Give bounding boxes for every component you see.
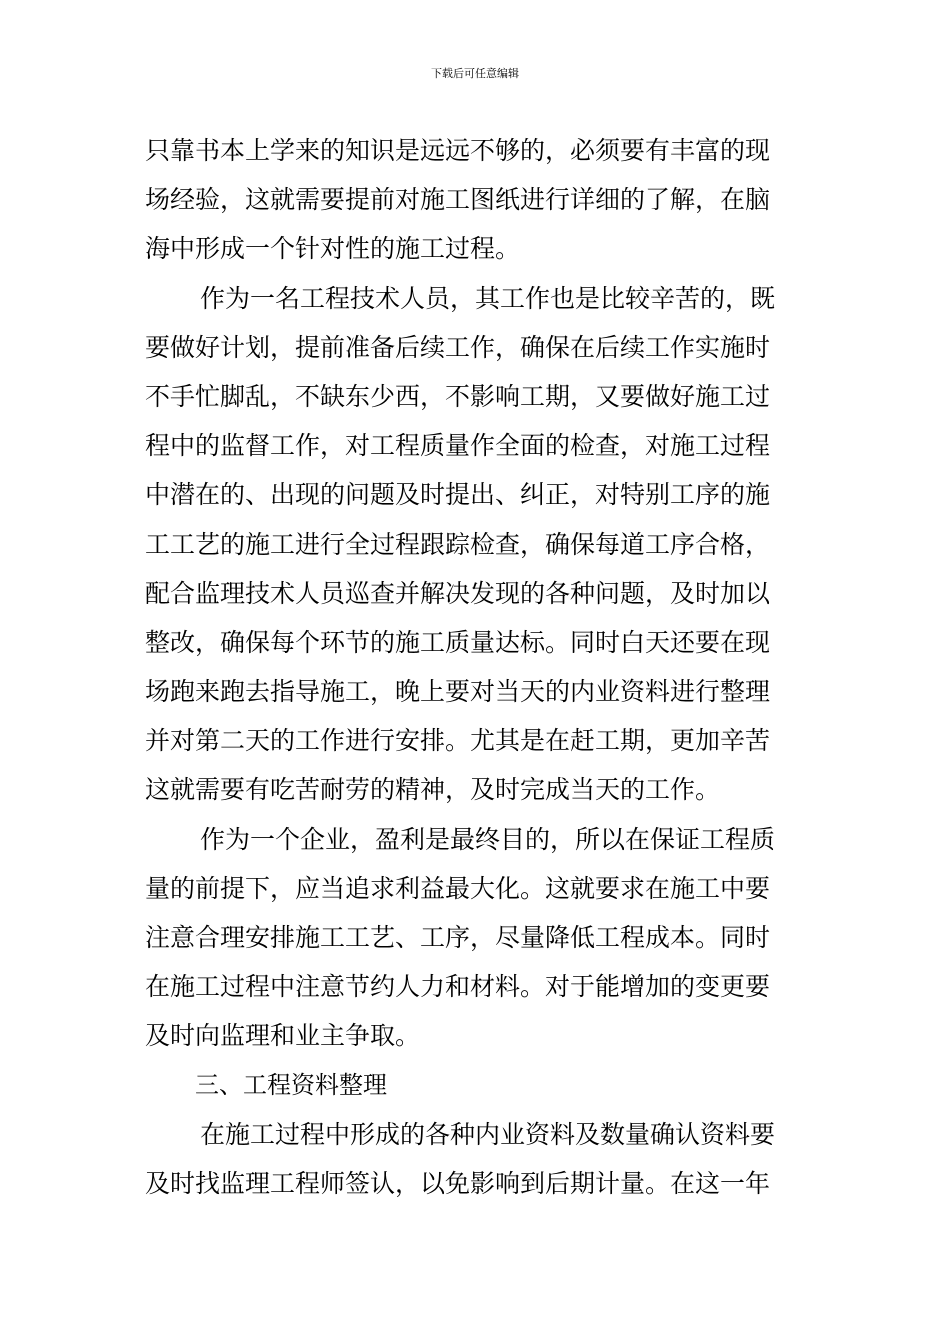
text-line: 这就需要有吃苦耐劳的精神，及时完成当天的工作。 <box>145 775 721 805</box>
text-line: 场经验，这就需要提前对施工图纸进行详细的了解，在脑 <box>145 185 771 215</box>
text-line: 在施工过程中形成的各种内业资料及数量确认资料要 <box>200 1119 776 1149</box>
text-line: 程中的监督工作，对工程质量作全面的检查，对施工过程 <box>145 431 771 461</box>
text-line: 工工艺的施工进行全过程跟踪检查，确保每道工序合格， <box>145 529 771 559</box>
text-line: 不手忙脚乱，不缺东少西，不影响工期，又要做好施工过 <box>145 381 771 411</box>
paragraph <box>145 274 810 815</box>
text-line: 并对第二天的工作进行安排。尤其是在赶工期，更加辛苦 <box>145 726 771 756</box>
text-line: 量的前提下，应当追求利益最大化。这就要求在施工中要 <box>145 873 771 903</box>
section-heading: 三、工程资料整理 <box>195 1070 387 1099</box>
text-line: 作为一个企业，盈利是最终目的，所以在保证工程质 <box>200 824 776 854</box>
text-line: 及时找监理工程师签认，以免影响到后期计量。在这一年 <box>145 1168 771 1198</box>
text-line: 场跑来跑去指导施工，晚上要对当天的内业资料进行整理 <box>145 677 771 707</box>
text-line: 在施工过程中注意节约人力和材料。对于能增加的变更要 <box>145 972 771 1002</box>
text-line: 配合监理技术人员巡查并解决发现的各种问题，及时加以 <box>145 578 771 608</box>
paragraph <box>145 126 810 274</box>
text-line: 只靠书本上学来的知识是远远不够的，必须要有丰富的现 <box>145 136 771 165</box>
text-line: 注意合理安排施工工艺、工序，尽量降低工程成本。同时 <box>145 923 771 952</box>
text-line: 海中形成一个针对性的施工过程。 <box>145 234 521 264</box>
paragraph <box>145 815 810 1061</box>
text-line: 作为一名工程技术人员，其工作也是比较辛苦的，既 <box>200 283 776 313</box>
page-header: 下载后可任意编辑 <box>431 67 519 80</box>
paragraph <box>145 1110 810 1208</box>
text-line: 整改，确保每个环节的施工质量达标。同时白天还要在现 <box>145 627 771 657</box>
text-line: 及时向监理和业主争取。 <box>145 1021 421 1051</box>
document-body <box>145 126 810 1208</box>
text-line: 要做好计划，提前准备后续工作，确保在后续工作实施时 <box>145 332 771 362</box>
text-line: 中潜在的、出现的问题及时提出、纠正，对特别工序的施 <box>145 480 771 510</box>
